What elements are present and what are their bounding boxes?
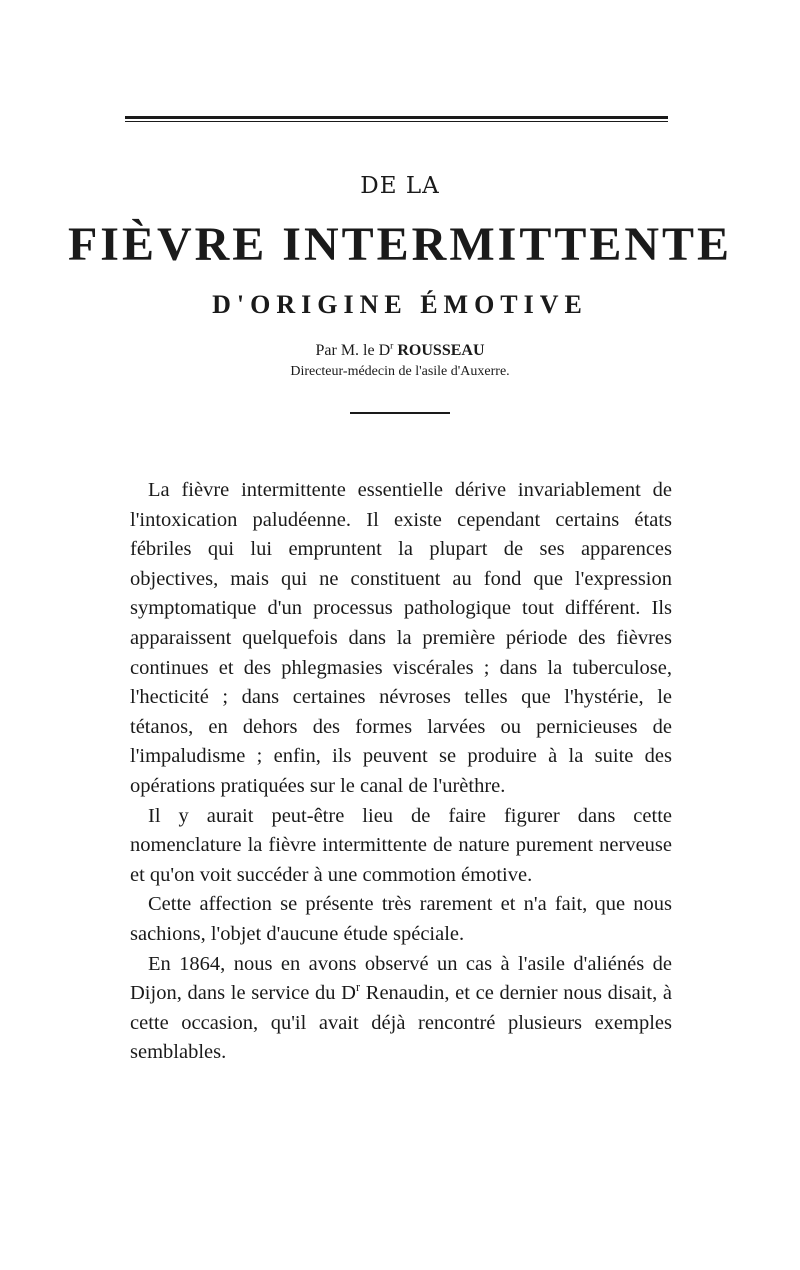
paragraph-1: La fièvre intermittente essentielle dérive invariablement de l'intoxication paludéenne. Il existe cependant certains états fébriles qui lui empruntent la plupart de ses apparences objectives, mais qui ne constituent au fond que l'expression symptomatique d'un processus pathologique tout différent. Ils apparaissent quelquefois dans la première période des fièvres continues et des phlegmasies viscérales ; dans la tuberculose, l'hecticité ; dans certaines névroses telles que l'hystérie, le tétanos, en dehors des formes larvées ou pernicieuses de l'impaludisme ; enfin, ils peuvent se produire à la suite des opérations pratiquées sur le canal de l'urèthre. bbox=[130, 479, 672, 797]
author-prefix-sup: r bbox=[390, 340, 394, 352]
paragraph-2: Il y aurait peut-être lieu de faire figurer dans cette nomenclature la fièvre intermittente de nature purement nerveuse et qu'on voit succéder à une commotion émotive. bbox=[130, 804, 672, 886]
subtitle: D'ORIGINE ÉMOTIVE bbox=[212, 290, 588, 319]
author-name: ROUSSEAU bbox=[397, 342, 485, 359]
separator-rule bbox=[350, 412, 450, 414]
body-text bbox=[130, 476, 672, 1068]
paragraph-3: Cette affection se présente très rarement et n'a fait, que nous sachions, l'objet d'aucune étude spéciale. bbox=[130, 893, 672, 945]
paragraph-4 bbox=[130, 950, 672, 1068]
paragraph-4-part-1: En 1864, nous en avons observé un cas à l'asile d'aliénés de Dijon, dans le service du D bbox=[130, 952, 672, 1005]
pre-title: DE LA bbox=[360, 173, 440, 199]
author-line bbox=[0, 340, 800, 362]
title-block bbox=[0, 170, 800, 414]
paragraph-4-sup: r bbox=[355, 980, 361, 995]
top-rule bbox=[125, 116, 668, 122]
affiliation: Directeur-médecin de l'asile d'Auxerre. bbox=[290, 364, 510, 379]
main-title: FIÈVRE INTERMITTENTE bbox=[67, 218, 733, 271]
author-prefix: Par M. le D bbox=[315, 342, 391, 359]
paragraph-4-part-2: Renaudin, et ce dernier nous disait, à cette occasion, qu'il avait déjà rencontré plusieurs exemples semblables. bbox=[130, 982, 672, 1064]
